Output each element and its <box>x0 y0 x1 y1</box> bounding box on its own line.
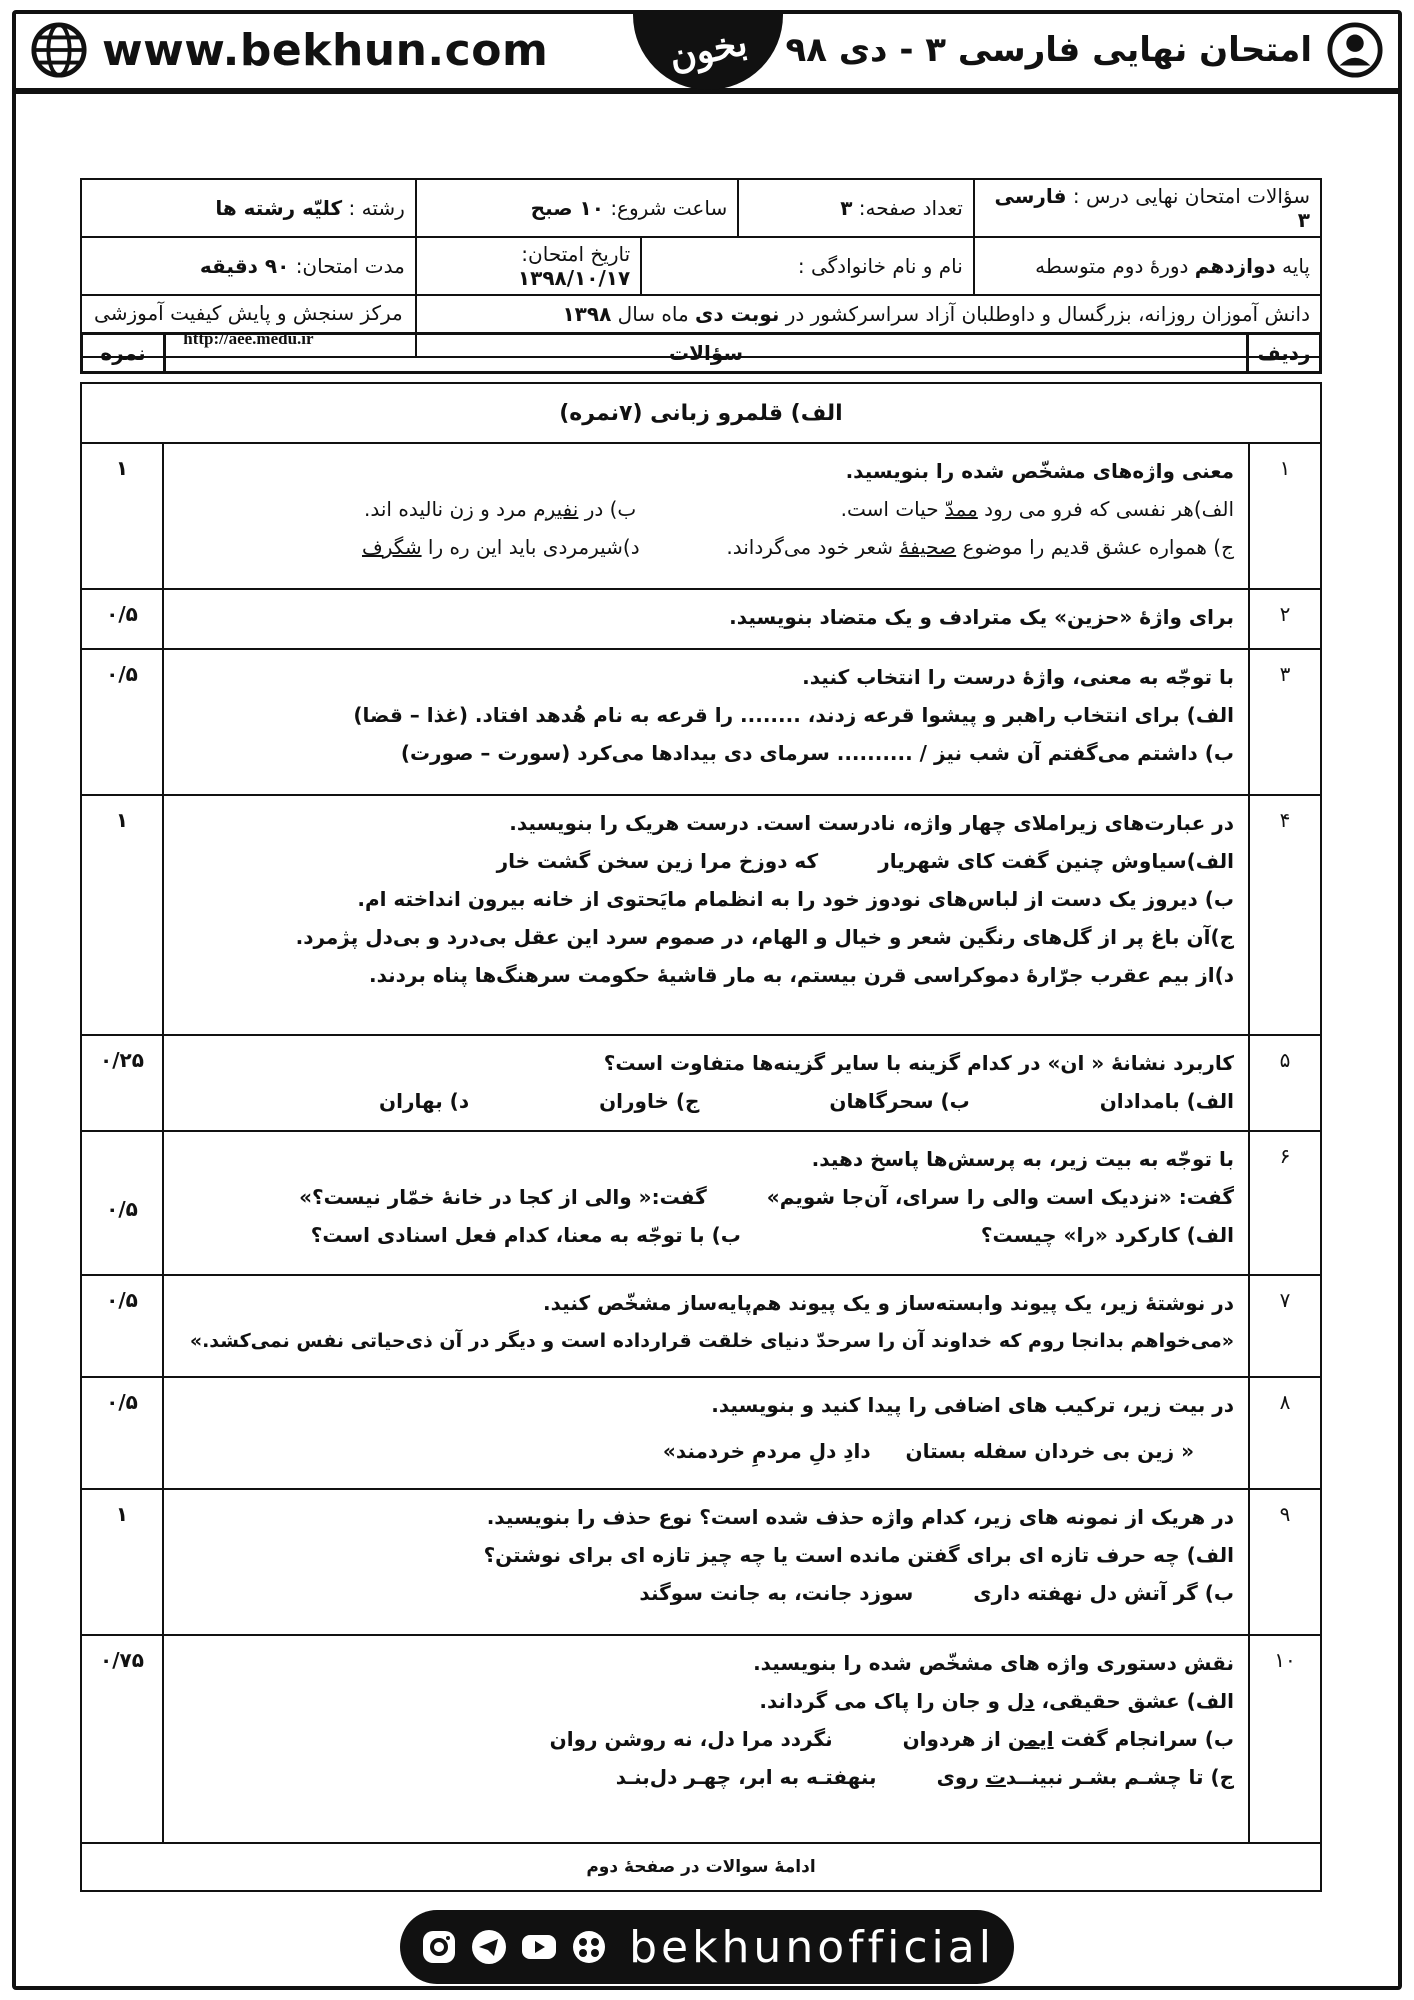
verse-half: روی <box>936 1765 986 1789</box>
option-text: ج)آن باغ پر از گل‌های رنگین شعر و خیال و الهام، در صموم سرد این عقل بی‌درد و بی‌دل پژمرد. <box>295 925 1234 949</box>
question-row <box>81 1035 1321 1131</box>
option-text: الف)هر نفسی که فرو می رود <box>977 497 1234 521</box>
year-label: ماه سال <box>617 302 689 326</box>
question-number: ۵ <box>1249 1035 1321 1131</box>
row-header: ردیف <box>1248 334 1321 373</box>
question-row <box>81 649 1321 795</box>
question-stem: با توجّه به معنی، واژهٔ درست را انتخاب کنید. <box>802 665 1234 689</box>
verse-half: بنهفتـه به ابر، چهـر دل‌بنـد <box>615 1765 877 1789</box>
site-url: www.bekhun.com <box>102 24 549 76</box>
grade-value: دوازدهم <box>1194 254 1276 278</box>
exam-title <box>786 18 1384 82</box>
question-number: ۲ <box>1249 589 1321 649</box>
question-stem: در هریک از نمونه های زیر، کدام واژه حذف شده است؟ نوع حذف را بنویسید. <box>486 1505 1234 1529</box>
verse-half: ب) گر آتش دل نهفته داری <box>973 1581 1234 1605</box>
duration-label: مدت امتحان: <box>295 254 405 278</box>
grade-suffix: دورهٔ دوم متوسطه <box>1035 254 1189 278</box>
marked-word: شگرف <box>362 535 422 559</box>
questions-table <box>80 382 1322 1892</box>
date-value: ۱۳۹۸/۱۰/۱۷ <box>517 266 631 290</box>
question-score: ۱ <box>81 443 163 589</box>
grade-prefix: پایه <box>1282 254 1310 278</box>
question-score: ۰/۷۵ <box>81 1635 163 1843</box>
option-text: و جان را پاک می گرداند. <box>759 1689 1007 1713</box>
verse-half: نگردد مرا دل، نه روشن روان <box>549 1727 833 1751</box>
questions-header-label: سؤالات <box>165 334 1248 373</box>
student-name-field <box>641 237 974 295</box>
instagram-icon[interactable] <box>419 1927 459 1967</box>
question-stem: در نوشتهٔ زیر، یک پیوند وابسته‌ساز و یک پیوند هم‌پایه‌ساز مشخّص کنید. <box>543 1291 1234 1315</box>
option-text: م مرد و زن نالیده اند. <box>364 497 546 521</box>
score-header: نمره <box>82 334 165 373</box>
youtube-icon[interactable] <box>519 1927 559 1967</box>
verse-half: الف)سیاوش چنین گفت کای شهریار <box>878 849 1234 873</box>
questions-header <box>80 332 1322 374</box>
option-text: الف) کارکرد «را» چیست؟ <box>980 1223 1234 1247</box>
social-handle: bekhunofficial <box>629 1921 995 1973</box>
question-stem: در عبارت‌های زیراملای چهار واژه، نادرست است. درست هریک را بنویسید. <box>509 811 1234 835</box>
user-icon <box>1326 21 1384 79</box>
verse-half: که دوزخ مرا زین سخن گشت خار <box>496 849 819 873</box>
question-stem: معنی واژه‌های مشخّص شده را بنویسید. <box>845 459 1234 483</box>
field-value: کلیّه رشته ها <box>215 196 343 220</box>
marked-word: نفیر <box>545 497 579 521</box>
verse-half: ب) سرانجام گفت <box>1053 1727 1234 1751</box>
marked-word: دل <box>1006 1689 1035 1713</box>
question-score: ۰/۵ <box>81 1377 163 1489</box>
site-link[interactable] <box>30 18 548 82</box>
verse-half: از هردوان <box>902 1727 1008 1751</box>
option-text: د)از بیم عقرب جرّارهٔ دموکراسی قرن بیستم، به مار قاشیهٔ حکومت سرهنگ‌ها پناه بردند. <box>369 963 1234 987</box>
center-url[interactable]: http://aee.medu.ir <box>183 329 314 348</box>
verse-half: ج) تا چشـم بشـر نبینــد <box>1005 1765 1234 1789</box>
question-number: ۹ <box>1249 1489 1321 1635</box>
marked-word: صحیفهٔ <box>899 535 957 559</box>
verse-text: « زین بی خردان سفله بستان دادِ دلِ مردمِ خردمند» <box>662 1439 1194 1463</box>
question-row <box>81 443 1321 589</box>
question-row <box>81 1275 1321 1377</box>
telegram-icon[interactable] <box>469 1927 509 1967</box>
question-stem: در بیت زیر، ترکیب های اضافی را پیدا کنید و بنویسید. <box>711 1393 1234 1417</box>
option-text: ب) داشتم می‌گفتم آن شب نیز / .......... سرمای دی بیدادها می‌کرد (سورت – صورت) <box>400 741 1234 765</box>
question-score: ۰/۵ <box>81 589 163 649</box>
continued-note: ادامهٔ سوالات در صفحهٔ دوم <box>81 1843 1321 1891</box>
exam-title-text: امتحان نهایی فارسی ۳ - دی ۹۸ <box>785 30 1312 70</box>
question-row <box>81 1377 1321 1489</box>
year-value: ۱۳۹۸ <box>562 302 612 326</box>
exam-info-table <box>80 178 1322 358</box>
student-name-label: نام و نام خانوادگی : <box>797 254 963 278</box>
question-row <box>81 795 1321 1035</box>
date-label: تاریخ امتحان: <box>521 242 631 266</box>
aparat-icon[interactable] <box>569 1927 609 1967</box>
question-number: ۶ <box>1249 1131 1321 1275</box>
quote-text: «می‌خواهم بدانجا روم که خداوند آن را سرحدّ دنیای خلقت قرارداده است و دیگر در آن ذی‌حیاتی نفس نمی‌کشد.» <box>189 1330 1234 1352</box>
question-score: ۰/۵ <box>81 649 163 795</box>
option-text: الف) عشق حقیقی، <box>1034 1689 1234 1713</box>
question-score: ۰/۵ <box>81 1131 163 1275</box>
social-bar[interactable] <box>400 1910 1014 1984</box>
start-time-value: ۱۰ صبح <box>530 196 604 220</box>
verse-half: سوزد جانت، به جانت سوگند <box>639 1581 914 1605</box>
pages-value: ۳ <box>840 196 853 220</box>
question-row <box>81 1635 1321 1843</box>
choice-d: د) بهاران <box>379 1089 470 1113</box>
marked-word: ت <box>985 1765 1006 1789</box>
question-number: ۱ <box>1249 443 1321 589</box>
option-text: ج) همواره عشق قدیم را موضوع <box>956 535 1234 559</box>
choice-c: ج) خاوران <box>599 1089 700 1113</box>
option-text: حیات است. <box>840 497 946 521</box>
question-row <box>81 589 1321 649</box>
verse-half: گفت: «نزدیک است والی را سرای، آن‌جا شویم» <box>766 1185 1234 1209</box>
question-number: ۸ <box>1249 1377 1321 1489</box>
course-value: فارسی ۳ <box>994 184 1310 232</box>
logo-text: بخون <box>665 21 751 79</box>
choice-a: الف) بامدادان <box>1099 1089 1234 1113</box>
center-name: مرکز سنجش و پایش کیفیت آموزشی <box>94 301 403 325</box>
choice-b: ب) سحرگاهان <box>829 1089 970 1113</box>
question-row <box>81 1131 1321 1275</box>
option-text: شعر خود می‌گرداند. <box>726 535 900 559</box>
option-text: الف) چه حرف تازه ای برای گفتن مانده است یا چه چیز تازه ای برای نوشتن؟ <box>483 1543 1234 1567</box>
question-stem: کاربرد نشانهٔ « ان» در کدام گزینه با سایر گزینه‌ها متفاوت است؟ <box>603 1051 1234 1075</box>
question-score: ۱ <box>81 1489 163 1635</box>
marked-word: ایمن <box>1007 1727 1054 1751</box>
option-text: ب) دیروز یک دست از لباس‌های نودوز خود را به انظمام مایَحتوی از خانه بیرون انداخته ام. <box>357 887 1234 911</box>
question-number: ۳ <box>1249 649 1321 795</box>
question-score: ۰/۲۵ <box>81 1035 163 1131</box>
question-score: ۰/۵ <box>81 1275 163 1377</box>
field-label: رشته : <box>348 196 405 220</box>
question-number: ۴ <box>1249 795 1321 1035</box>
question-score: ۱ <box>81 795 163 1035</box>
question-number: ۱۰ <box>1249 1635 1321 1843</box>
option-text: د)شیرمردی باید این ره را <box>421 535 640 559</box>
duration-value: ۹۰ دقیقه <box>199 254 290 278</box>
question-stem: نقش دستوری واژه های مشخّص شده را بنویسید. <box>753 1651 1234 1675</box>
question-stem: با توجّه به بیت زیر، به پرسش‌ها پاسخ دهید. <box>811 1147 1234 1171</box>
option-text: ب) در <box>578 497 637 521</box>
start-time-label: ساعت شروع: <box>610 196 728 220</box>
section-title: الف) قلمرو زبانی (۷نمره) <box>81 383 1321 443</box>
course-label: سؤالات امتحان نهایی درس : <box>1072 184 1310 208</box>
question-row <box>81 1489 1321 1635</box>
verse-half: گفت:« والی از کجا در خانهٔ خمّار نیست؟» <box>299 1185 707 1209</box>
term-value: نوبت دی <box>695 302 780 326</box>
globe-icon <box>30 21 88 79</box>
marked-word: ممدّ <box>945 497 978 521</box>
option-text: الف) برای انتخاب راهبر و پیشوا قرعه زدند، ........ را قرعه به نام هُدهد افتاد. (غذا – قضا) <box>353 703 1234 727</box>
pages-label: تعداد صفحه: <box>858 196 963 220</box>
question-number: ۷ <box>1249 1275 1321 1377</box>
candidates-text: دانش آموزان روزانه، بزرگسال و داوطلبان آزاد سراسرکشور در <box>785 302 1310 326</box>
question-stem: برای واژهٔ «حزین» یک مترادف و یک متضاد بنویسید. <box>729 605 1234 629</box>
option-text: ب) با توجّه به معنا، کدام فعل اسنادی است؟ <box>310 1223 741 1247</box>
